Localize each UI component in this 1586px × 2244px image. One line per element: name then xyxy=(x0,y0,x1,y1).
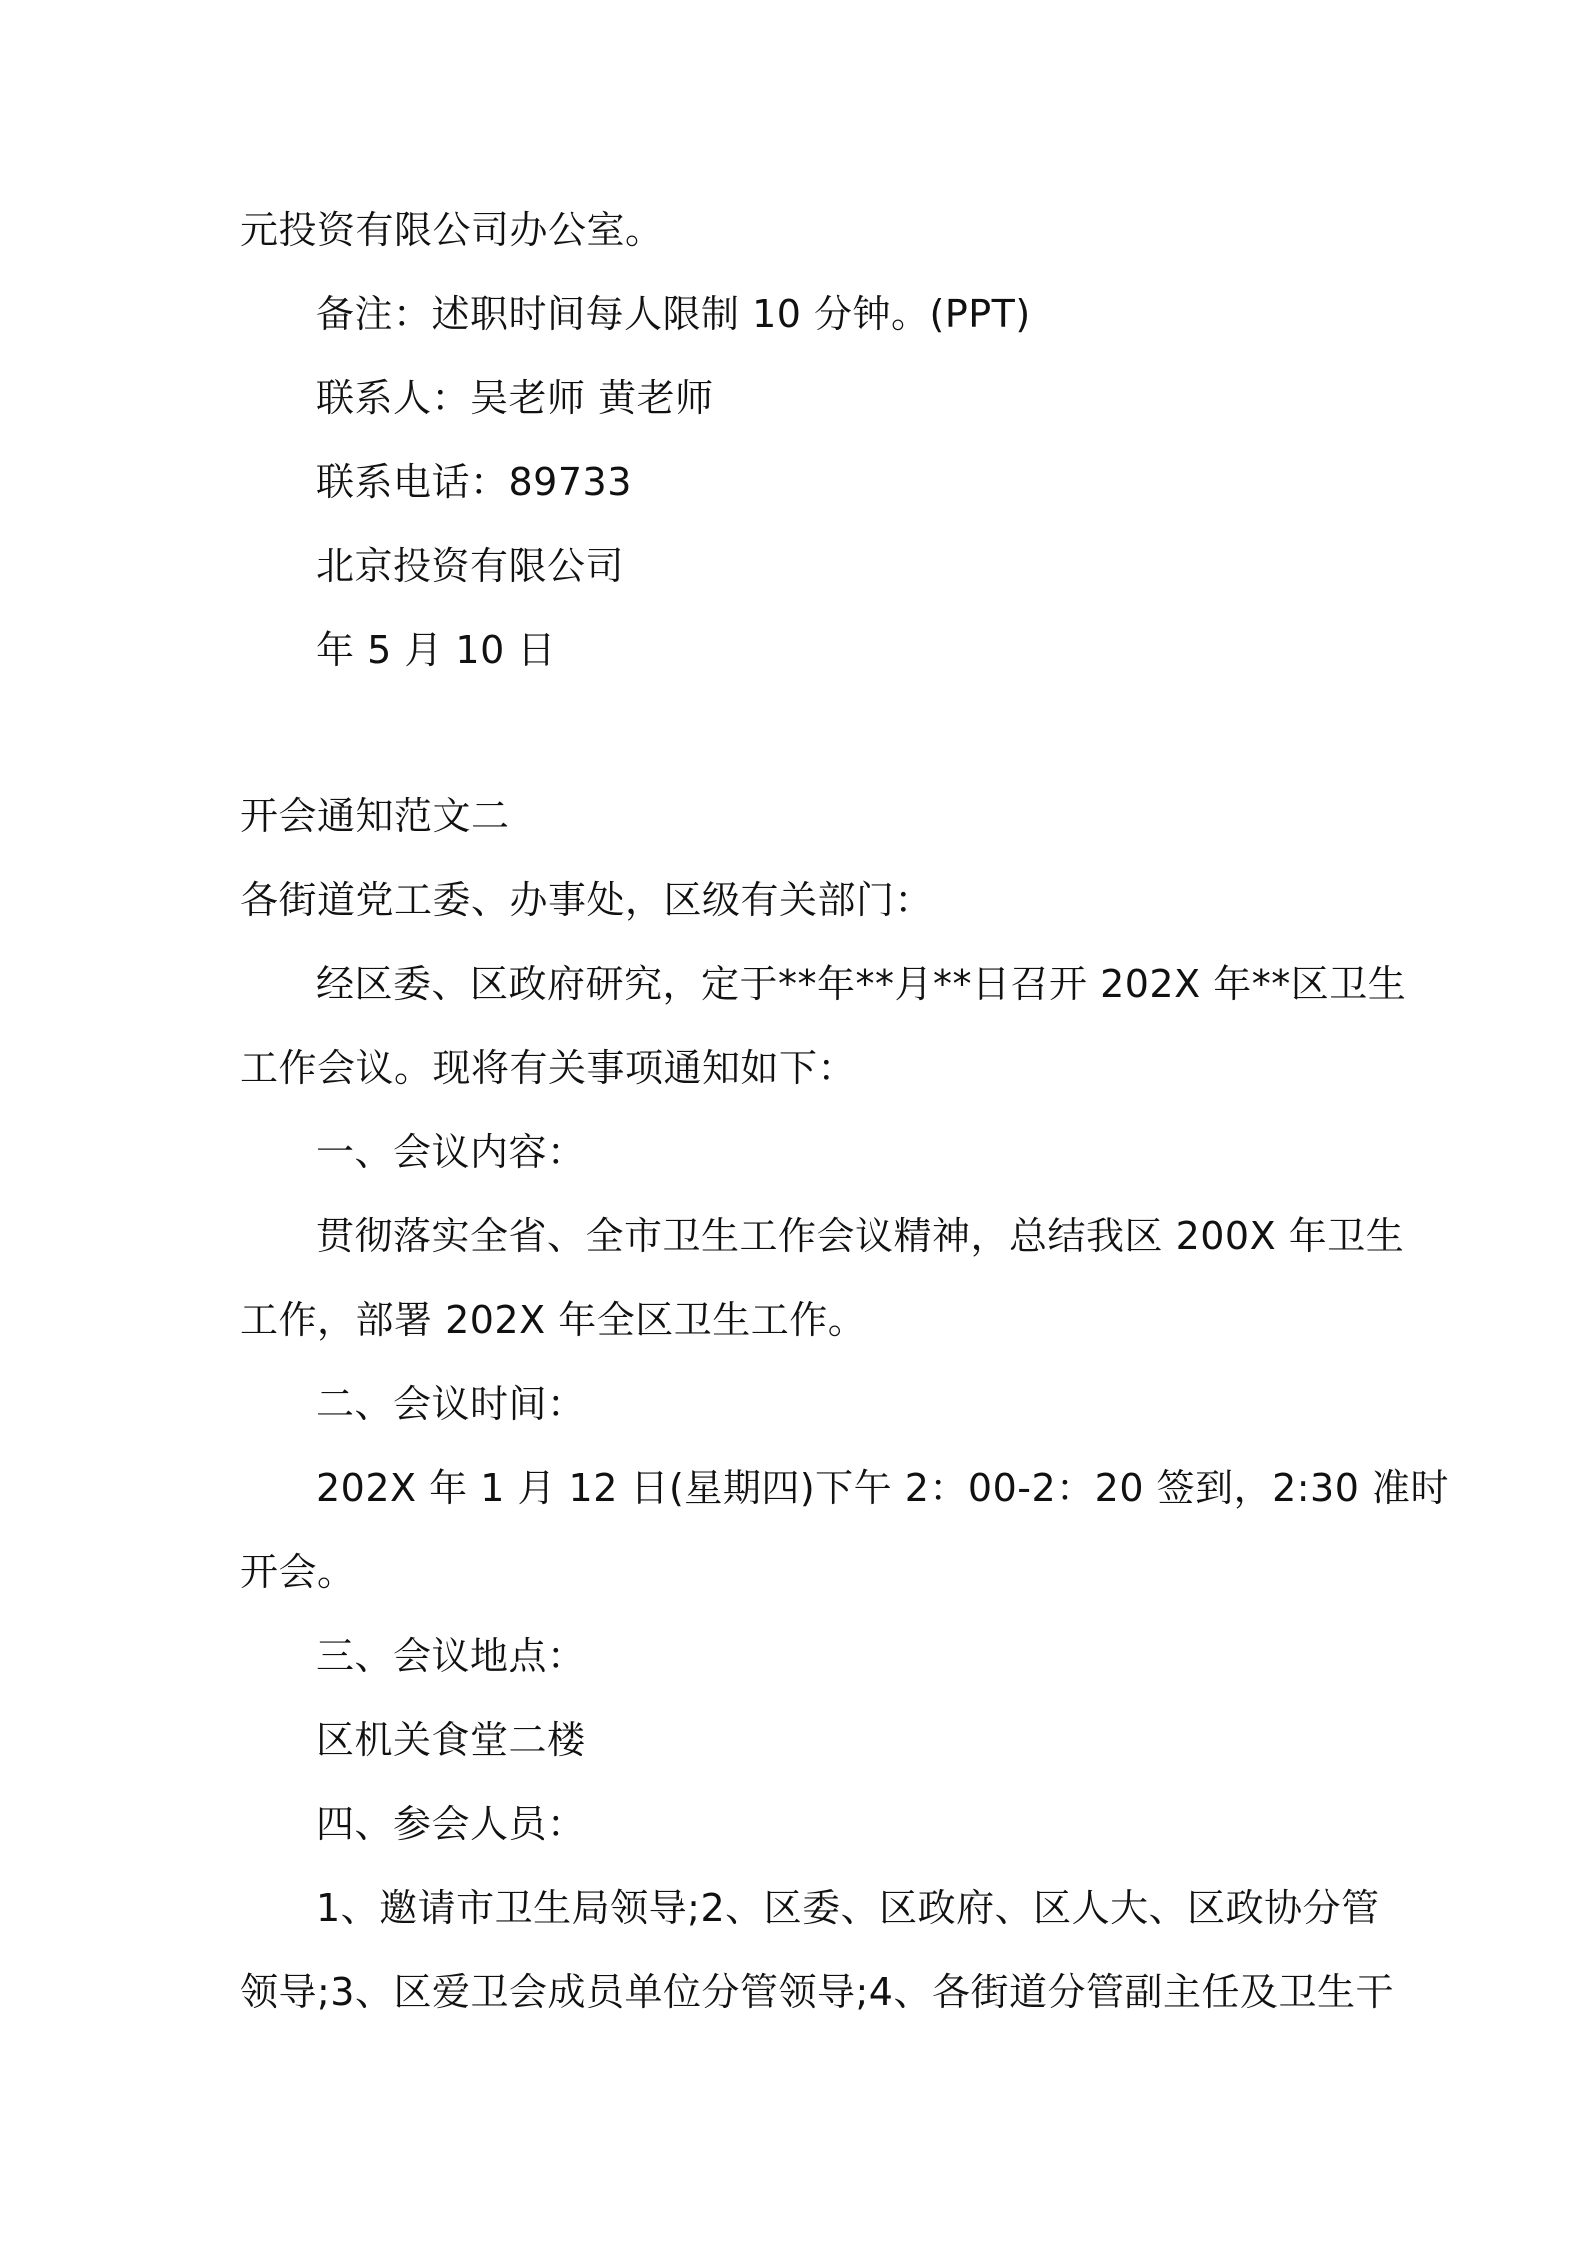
text-line: 一、会议内容： xyxy=(316,1130,586,1174)
text-line: 北京投资有限公司 xyxy=(316,544,625,588)
text-line: 元投资有限公司办公室。 xyxy=(240,208,664,252)
text-line: 区机关食堂二楼 xyxy=(316,1718,586,1762)
text-line: 开会。 xyxy=(240,1550,356,1594)
text-line: 备注：述职时间每人限制 10 分钟。(PPT) xyxy=(316,292,1031,336)
text-line: 贯彻落实全省、全市卫生工作会议精神，总结我区 200X 年卫生 xyxy=(316,1214,1405,1258)
text-line: 四、参会人员： xyxy=(316,1802,586,1846)
text-line: 经区委、区政府研究，定于**年**月**日召开 202X 年**区卫生 xyxy=(316,962,1407,1006)
text-line: 年 5 月 10 日 xyxy=(316,628,556,672)
text-line: 联系电话：89733 xyxy=(316,460,632,504)
text-line: 202X 年 1 月 12 日(星期四)下午 2：00-2：20 签到，2:30 准时 xyxy=(316,1466,1449,1510)
text-line: 三、会议地点： xyxy=(316,1634,586,1678)
text-line: 工作，部署 202X 年全区卫生工作。 xyxy=(240,1298,867,1342)
text-line: 二、会议时间： xyxy=(316,1382,586,1426)
text-line: 联系人：吴老师 黄老师 xyxy=(316,376,714,420)
text-line: 工作会议。现将有关事项通知如下： xyxy=(240,1046,857,1090)
text-line: 1、邀请市卫生局领导;2、区委、区政府、区人大、区政协分管 xyxy=(316,1886,1380,1930)
text-line: 领导;3、区爱卫会成员单位分管领导;4、各街道分管副主任及卫生干 xyxy=(240,1970,1394,2014)
text-line: 各街道党工委、办事处，区级有关部门： xyxy=(240,878,934,922)
section-heading: 开会通知范文二 xyxy=(240,794,510,838)
